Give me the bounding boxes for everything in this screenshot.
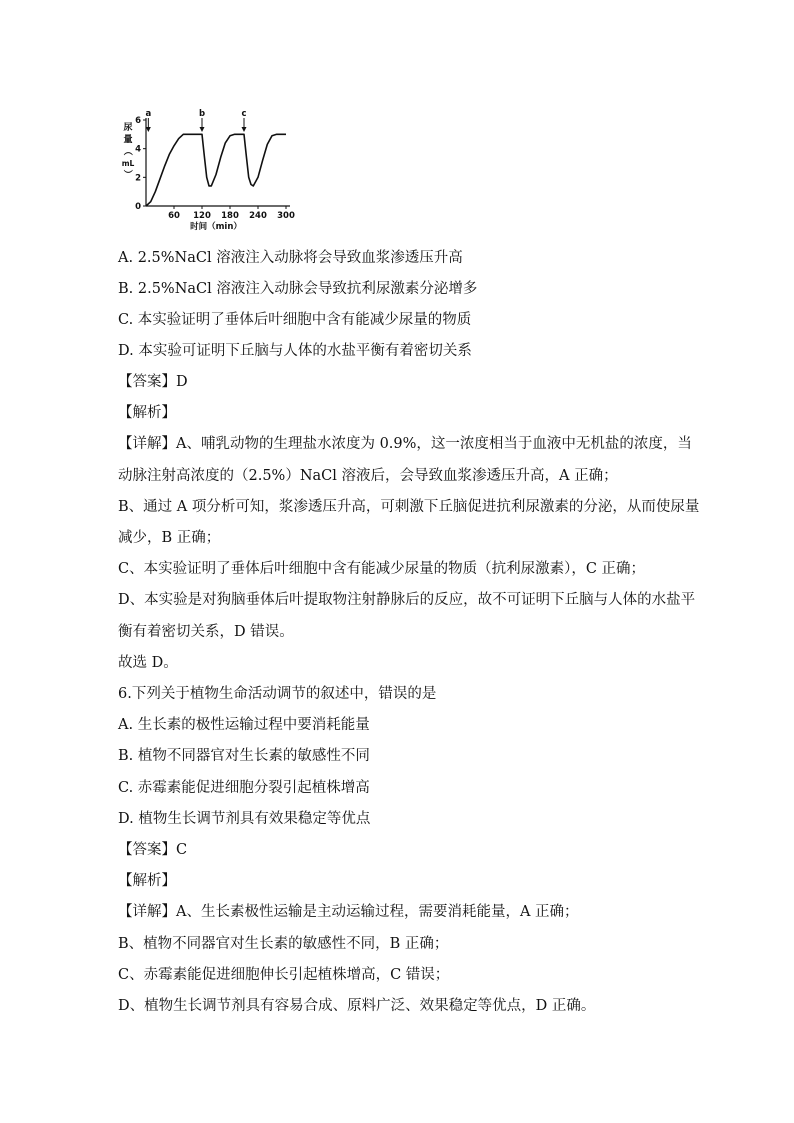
annotation-label: a xyxy=(145,109,152,119)
annotation-arrow-head xyxy=(200,127,205,132)
x-tick-label: 300 xyxy=(277,211,295,221)
option-d: D. 本实验可证明下丘脑与人体的水盐平衡有着密切关系 xyxy=(118,343,472,359)
detail-line-5: C、本实验证明了垂体后叶细胞中含有能减少尿量的物质（抗利尿激素），C 正确； xyxy=(118,561,646,577)
y-label-part: mL xyxy=(121,159,135,168)
q6-detail-line-4: D、植物生长调节剂具有容易合成、原料广泛、效果稳定等优点，D 正确。 xyxy=(118,998,596,1014)
detail-line-2: 动脉注射高浓度的（2.5%）NaCl 溶液后，会导致血浆渗透压升高，A 正确； xyxy=(118,468,618,484)
y-tick-label: 4 xyxy=(135,144,141,155)
y-tick-label: 6 xyxy=(135,116,141,126)
option-a: A. 2.5%NaCl 溶液注入动脉将会导致血浆渗透压升高 xyxy=(118,250,463,266)
analysis-label: 【解析】 xyxy=(118,405,176,421)
y-label-part: 量 xyxy=(123,135,133,145)
answer-label: 【答案】D xyxy=(118,374,188,390)
detail-line-4: 减少，B 正确； xyxy=(118,530,221,546)
q6-detail-line-1: 【详解】A、生长素极性运输是主动运输过程，需要消耗能量，A 正确； xyxy=(118,904,579,920)
y-label-part: （ xyxy=(122,146,132,156)
y-label-part: ） xyxy=(122,169,132,179)
detail-line-6: D、本实验是对狗脑垂体后叶提取物注射静脉后的反应，故不可证明下丘脑与人体的水盐平 xyxy=(118,592,696,608)
q6-option-c: C. 赤霉素能促进细胞分裂引起植株增高 xyxy=(118,780,370,796)
q6-option-b: B. 植物不同器官对生长素的敏感性不同 xyxy=(118,748,370,764)
annotation-label: b xyxy=(198,109,206,119)
detail-line-1: 【详解】A、哺乳动物的生理盐水浓度为 0.9%，这一浓度相当于血液中无机盐的浓度，当 xyxy=(118,436,692,452)
x-tick-label: 180 xyxy=(221,211,239,221)
conclusion: 故选 D。 xyxy=(118,655,178,671)
x-tick-label: 120 xyxy=(193,211,211,221)
y-axis-label xyxy=(122,121,135,179)
x-tick-label: 240 xyxy=(249,211,267,221)
series-line xyxy=(146,134,286,206)
x-axis-label: 时间（min） xyxy=(190,222,242,232)
q6-detail-line-2: B、植物不同器官对生长素的敏感性不同，B 正确； xyxy=(118,936,449,952)
q6-option-d: D. 植物生长调节剂具有效果稳定等优点 xyxy=(118,811,371,827)
q6-detail-line-3: C、赤霉素能促进细胞伸长引起植株增高，C 错误； xyxy=(118,967,450,983)
y-tick-label: 2 xyxy=(135,173,141,184)
option-b: B. 2.5%NaCl 溶液注入动脉会导致抗利尿激素分泌增多 xyxy=(118,281,478,297)
y-label-part: 尿 xyxy=(123,123,133,133)
q6-option-a: A. 生长素的极性运输过程中要消耗能量 xyxy=(118,717,370,733)
y-tick-label: 0 xyxy=(135,202,141,212)
q6-answer-label: 【答案】C xyxy=(118,842,188,858)
option-c: C. 本实验证明了垂体后叶细胞中含有能减少尿量的物质 xyxy=(118,312,472,328)
detail-line-3: B、通过 A 项分析可知，浆渗透压升高，可刺激下丘脑促进抗利尿激素的分泌，从而使尿量 xyxy=(118,499,700,515)
x-tick-label: 60 xyxy=(168,211,180,221)
urine-volume-chart xyxy=(118,108,308,238)
annotation-label: c xyxy=(241,109,247,119)
question-6: 6.下列关于植物生命活动调节的叙述中，错误的是 xyxy=(118,686,437,702)
detail-line-7: 衡有着密切关系，D 错误。 xyxy=(118,624,294,640)
q6-analysis-label: 【解析】 xyxy=(118,873,176,889)
annotation-arrow-head xyxy=(242,127,247,132)
